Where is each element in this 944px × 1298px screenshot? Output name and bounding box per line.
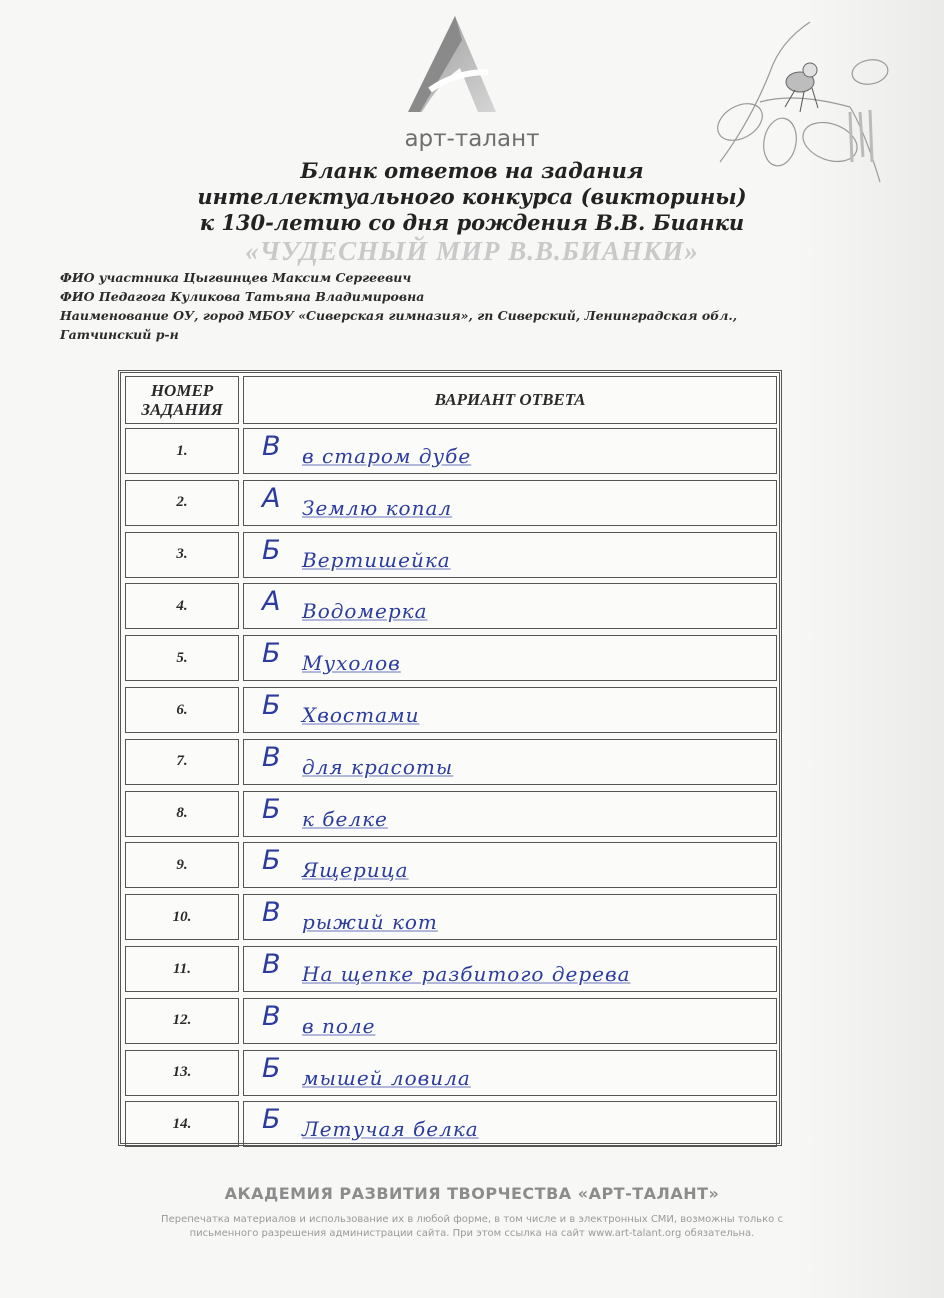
answer-cell [243, 946, 777, 992]
answer-cell [243, 998, 777, 1044]
task-number-cell: 14. [125, 1101, 239, 1147]
footer-note-line-1: Перепечатка материалов и использование их в любой форме, в том числе и в электронных СМИ, возможны только с [161, 1214, 783, 1225]
task-number-cell: 8. [125, 791, 239, 837]
answer-letter: Б [262, 1104, 281, 1136]
answer-text: для красоты [302, 754, 454, 779]
table-row [125, 842, 777, 888]
answer-text: в поле [302, 1013, 376, 1038]
answer-text: Хвостами [302, 703, 420, 727]
task-number-cell: 1. [125, 428, 239, 474]
table-row [125, 1050, 777, 1096]
answer-letter: Б [262, 1052, 281, 1084]
answer-cell [243, 428, 777, 474]
task-number-cell: 11. [125, 946, 239, 992]
answer-letter: В [262, 741, 281, 773]
answer-letter: В [262, 949, 281, 980]
answer-text: Водомерка [302, 599, 428, 624]
table-row [125, 428, 777, 474]
answer-text: в старом дубе [302, 444, 472, 468]
answer-cell [243, 791, 777, 837]
answer-cell [243, 687, 777, 733]
brand-name: арт-талант [404, 126, 540, 152]
art-talant-logo-icon [400, 12, 510, 122]
answer-cell [243, 635, 777, 681]
title-line-2: интеллектуального конкурса (викторины) [197, 184, 747, 209]
answer-letter: Б [262, 793, 281, 825]
table-row [125, 532, 777, 578]
table-row [125, 1101, 777, 1147]
participant-info [60, 268, 820, 344]
answer-letter: В [262, 431, 281, 462]
answer-cell [243, 842, 777, 888]
task-number-cell: 12. [125, 998, 239, 1044]
answer-text: Ящерица [302, 858, 409, 883]
table-row [125, 583, 777, 629]
answer-letter: А [262, 586, 281, 618]
footer-note-line-2: письменного разрешения администрации сайта. При этом ссылка на сайт www.art-talant.org обязательна. [189, 1228, 755, 1239]
answer-cell [243, 739, 777, 785]
answer-cell [243, 1101, 777, 1147]
task-number-cell: 5. [125, 635, 239, 681]
footer-academy-title: АКАДЕМИЯ РАЗВИТИЯ ТВОРЧЕСТВА «АРТ-ТАЛАНТ» [224, 1184, 720, 1203]
task-number-cell: 9. [125, 842, 239, 888]
contest-name: «ЧУДЕСНЫЙ МИР В.В.БИАНКИ» [245, 236, 699, 266]
answer-cell [243, 894, 777, 940]
table-row [125, 739, 777, 785]
answer-text: Землю копал [302, 495, 453, 520]
form-title [0, 158, 944, 266]
task-number-cell: 3. [125, 532, 239, 578]
answer-text: Летучая белка [302, 1117, 479, 1142]
answer-letter: Б [262, 638, 281, 670]
answer-letter: В [262, 897, 281, 929]
task-number-cell: 4. [125, 583, 239, 629]
participant-name: ФИО участника Цыгвинцев Максим Сергеевич [60, 270, 412, 285]
answer-cell [243, 480, 777, 526]
table-row [125, 687, 777, 733]
answer-letter: В [262, 1000, 281, 1032]
answer-letter: Б [262, 690, 281, 721]
answer-text: к белке [302, 806, 388, 831]
answer-text: На щепке разбитого дерева [302, 962, 631, 986]
table-row [125, 635, 777, 681]
task-number-cell: 6. [125, 687, 239, 733]
footer-copyright-note [80, 1213, 864, 1241]
answer-text: Мухолов [302, 651, 401, 676]
school-district: Гатчинский р-н [60, 327, 179, 342]
answer-letter: А [262, 482, 281, 514]
task-number-cell: 10. [125, 894, 239, 940]
table-row [125, 894, 777, 940]
title-line-1: Бланк ответов на задания [300, 158, 644, 183]
answer-cell [243, 1050, 777, 1096]
answer-text: мышей ловила [302, 1065, 471, 1090]
answer-letter: Б [262, 534, 281, 566]
answer-letter: Б [262, 845, 281, 877]
answer-text: рыжий кот [302, 910, 438, 935]
table-row [125, 480, 777, 526]
header-task-number: НОМЕР ЗАДАНИЯ [125, 376, 239, 424]
title-line-3: к 130-летию со дня рождения В.В. Бианки [199, 210, 745, 235]
table-row [125, 791, 777, 837]
answer-table [118, 370, 782, 1146]
teacher-name: ФИО Педагога Куликова Татьяна Владимировна [60, 289, 425, 304]
table-row [125, 946, 777, 992]
answer-text: Вертишейка [302, 547, 451, 572]
school-name: Наименование ОУ, город МБОУ «Сиверская гимназия», гп Сиверский, Ленинградская обл., [60, 308, 738, 323]
table-row [125, 998, 777, 1044]
task-number-cell: 13. [125, 1050, 239, 1096]
header-answer: ВАРИАНТ ОТВЕТА [243, 376, 777, 424]
task-number-cell: 7. [125, 739, 239, 785]
answer-cell [243, 583, 777, 629]
task-number-cell: 2. [125, 480, 239, 526]
answer-cell [243, 532, 777, 578]
